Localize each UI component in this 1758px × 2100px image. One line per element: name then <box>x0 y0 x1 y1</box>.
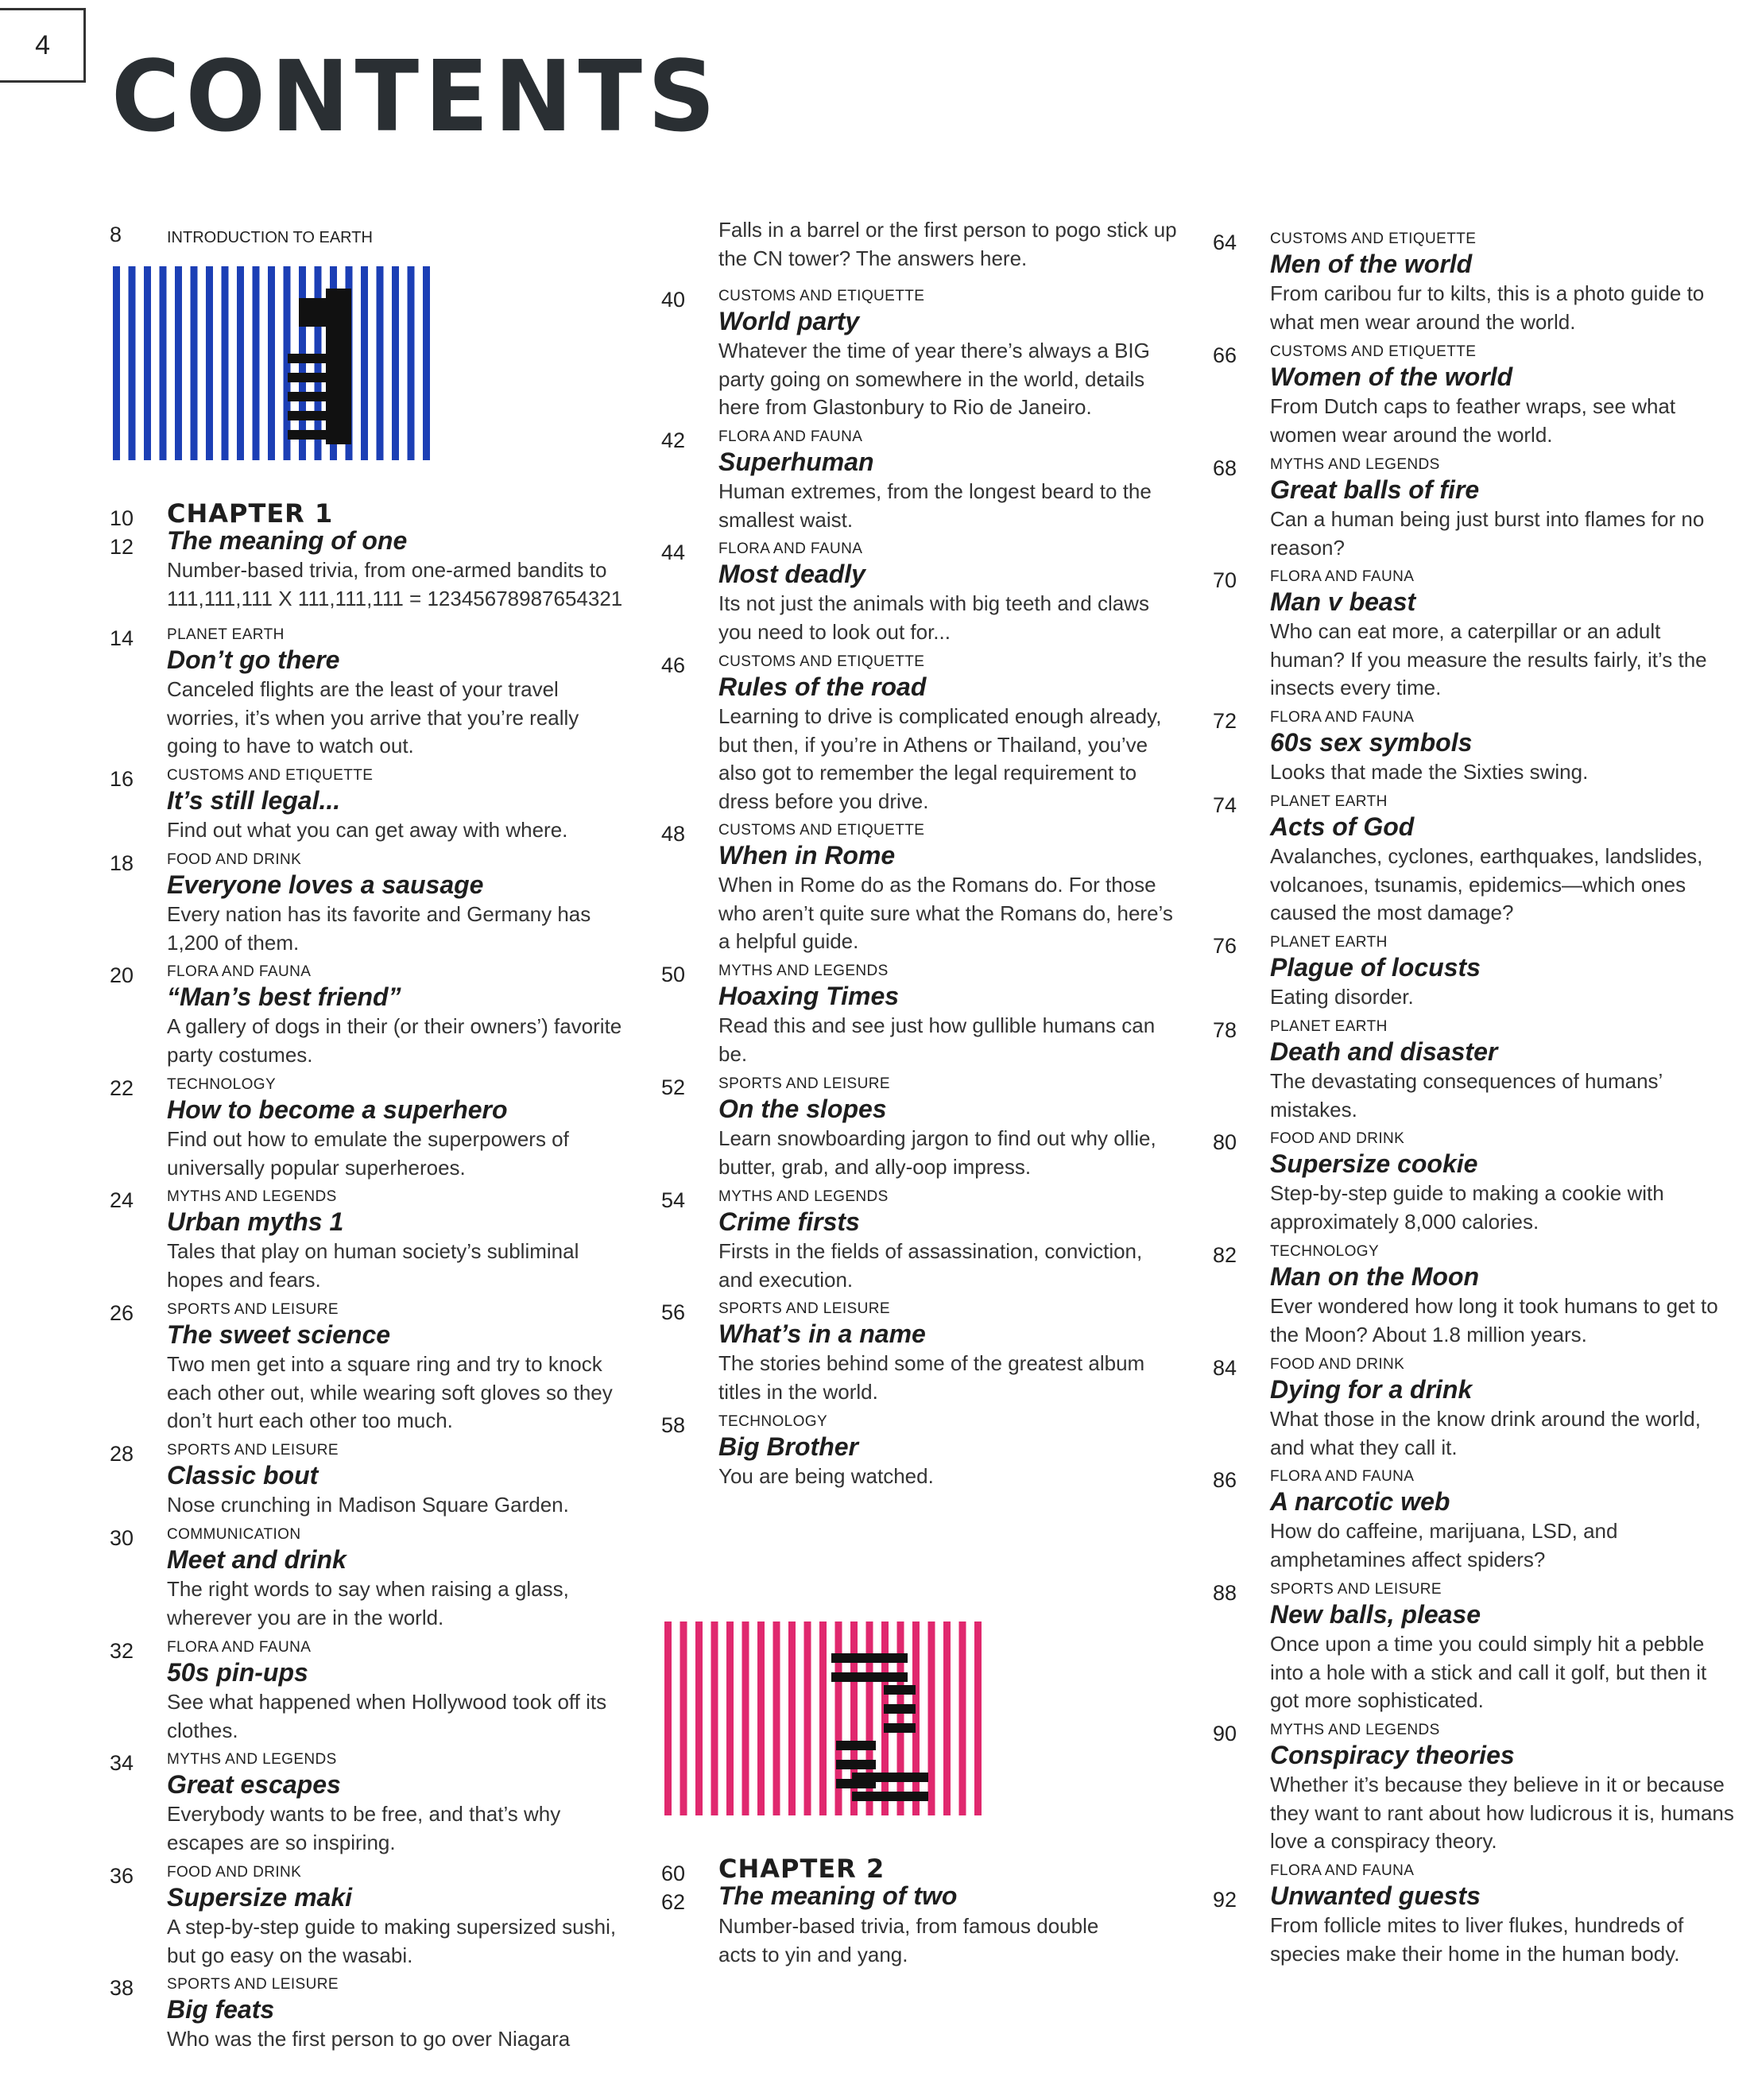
toc-page-number: 18 <box>110 851 134 875</box>
toc-title[interactable]: New balls, please <box>1270 1600 1481 1629</box>
stripe <box>897 1621 904 1815</box>
toc-page-number: 20 <box>110 963 134 987</box>
toc-page-number: 58 <box>661 1413 686 1437</box>
toc-description: A step-by-step guide to making supersized sushi, but go easy on the wasabi. <box>167 1915 617 1967</box>
toc-title[interactable]: Conspiracy theories <box>1270 1741 1515 1769</box>
page-number: 4 <box>35 29 50 60</box>
toc-page-number: 22 <box>110 1076 134 1100</box>
digit-bar <box>831 1672 908 1682</box>
digit-bar <box>884 1723 916 1733</box>
toc-category: FLORA AND FAUNA <box>167 963 312 980</box>
digit-bar <box>852 1792 928 1801</box>
chapter-1-graphic <box>110 266 440 460</box>
toc-description: Canceled flights are the least of your travel worries, it’s when you arrive that you’re really going to have to watch out. <box>167 677 579 757</box>
toc-title[interactable]: How to become a superhero <box>167 1095 508 1124</box>
toc-title[interactable]: When in Rome <box>718 841 896 870</box>
toc-category: TECHNOLOGY <box>1270 1243 1380 1260</box>
toc-page-number: 30 <box>110 1526 134 1550</box>
stripe <box>959 1621 966 1815</box>
toc-description: Whatever the time of year there’s always a BIG party going on somewhere in the world, details here from Glastonbury to Rio de Janeiro. <box>718 339 1150 419</box>
stripe <box>773 1621 780 1815</box>
toc-title[interactable]: Women of the world <box>1270 362 1513 391</box>
toc-page-number: 48 <box>661 822 686 846</box>
digit-bar <box>884 1685 916 1695</box>
toc-title[interactable]: Man on the Moon <box>1270 1262 1480 1291</box>
digit-bar <box>836 1760 876 1769</box>
toc-title[interactable]: Great escapes <box>167 1770 341 1799</box>
digit-bar <box>831 1653 908 1663</box>
toc-page-number: 24 <box>110 1188 134 1212</box>
toc-description: Once upon a time you could simply hit a pebble into a hole with a stick and call it golf, but then it got more sophisticated. <box>1270 1632 1707 1712</box>
stripe <box>664 1621 672 1815</box>
toc-description: Looks that made the Sixties swing. <box>1270 760 1589 784</box>
toc-description: How do caffeine, marijuana, LSD, and amphetamines affect spiders? <box>1270 1519 1618 1571</box>
toc-description: From caribou fur to kilts, this is a photo guide to what men wear around the world. <box>1270 281 1705 334</box>
toc-page-number: 82 <box>1213 1243 1237 1267</box>
chapter-2-intro-title[interactable]: The meaning of two <box>718 1881 958 1910</box>
toc-page-number: 72 <box>1213 709 1237 733</box>
toc-title[interactable]: Dying for a drink <box>1270 1375 1473 1404</box>
toc-title[interactable]: Rules of the road <box>718 672 927 701</box>
toc-page-number: 56 <box>661 1300 686 1324</box>
toc-description: From Dutch caps to feather wraps, see what women wear around the world. <box>1270 394 1676 447</box>
toc-category: MYTHS AND LEGENDS <box>167 1188 337 1205</box>
toc-description: Two men get into a square ring and try to knock each other out, while wearing soft gloves so they don’t hurt each other too much. <box>167 1352 613 1432</box>
stripe <box>237 266 244 460</box>
toc-description: The devastating consequences of humans’ mistakes. <box>1270 1069 1663 1122</box>
stripe <box>408 266 415 460</box>
toc-category: PLANET EARTH <box>167 626 285 643</box>
toc-category: FOOD AND DRINK <box>1270 1130 1405 1147</box>
toc-title[interactable]: “Man’s best friend” <box>167 982 401 1011</box>
toc-category: PLANET EARTH <box>1270 793 1388 810</box>
toc-title[interactable]: Supersize maki <box>167 1883 352 1912</box>
stripe <box>175 266 182 460</box>
stripe <box>726 1621 734 1815</box>
toc-description: Everybody wants to be free, and that’s why escapes are so inspiring. <box>167 1802 561 1854</box>
page-number-box <box>0 8 86 83</box>
stripe <box>392 266 399 460</box>
toc-page-number: 16 <box>110 767 134 791</box>
digit-bar <box>884 1704 916 1714</box>
toc-title[interactable]: Urban myths 1 <box>167 1207 344 1236</box>
continuation-text: Falls in a barrel or the first person to pogo stick up the CN tower? The answers here. <box>718 218 1177 270</box>
digit-bar <box>288 430 332 440</box>
toc-page-number: 42 <box>661 428 686 452</box>
toc-page-number: 66 <box>1213 343 1237 367</box>
toc-description: What those in the know drink around the world, and what they call it. <box>1270 1407 1701 1459</box>
toc-category: FOOD AND DRINK <box>167 851 302 868</box>
toc-page-number: 80 <box>1213 1130 1237 1154</box>
toc-category: PLANET EARTH <box>1270 934 1388 951</box>
toc-title[interactable]: Don’t go there <box>167 645 340 674</box>
toc-category: SPORTS AND LEISURE <box>167 1301 339 1318</box>
toc-description: Its not just the animals with big teeth and claws you need to look out for... <box>718 591 1149 644</box>
toc-category: FLORA AND FAUNA <box>1270 1468 1415 1485</box>
toc-description: Tales that play on human society’s subliminal hopes and fears. <box>167 1239 579 1292</box>
toc-title[interactable]: Great balls of fire <box>1270 475 1480 504</box>
toc-category: FLORA AND FAUNA <box>1270 709 1415 726</box>
toc-category: MYTHS AND LEGENDS <box>1270 456 1440 473</box>
toc-title[interactable]: Crime firsts <box>718 1207 860 1236</box>
toc-title[interactable]: Man v beast <box>1270 587 1416 616</box>
toc-category: MYTHS AND LEGENDS <box>718 963 889 979</box>
toc-category: PLANET EARTH <box>1270 1018 1388 1035</box>
toc-page-number: 64 <box>1213 231 1237 254</box>
stripe <box>804 1621 811 1815</box>
stripe <box>268 266 275 460</box>
toc-page-number: 26 <box>110 1301 134 1325</box>
toc-title[interactable]: On the slopes <box>718 1095 887 1123</box>
stripe <box>881 1621 889 1815</box>
toc-category: FLORA AND FAUNA <box>1270 568 1415 585</box>
toc-page-number: 68 <box>1213 456 1237 480</box>
toc-page-number: 70 <box>1213 568 1237 592</box>
toc-title[interactable]: Death and disaster <box>1270 1037 1498 1066</box>
toc-description: The stories behind some of the greatest album titles in the world. <box>718 1351 1145 1404</box>
chapter-2-intro-page-number: 62 <box>661 1890 686 1914</box>
stripe <box>377 266 384 460</box>
toc-category: SPORTS AND LEISURE <box>1270 1581 1442 1598</box>
toc-category: FLORA AND FAUNA <box>718 428 863 445</box>
toc-category: CUSTOMS AND ETIQUETTE <box>1270 343 1477 360</box>
toc-category: CUSTOMS AND ETIQUETTE <box>718 288 925 304</box>
digit-bar <box>288 373 332 382</box>
toc-page-number: 28 <box>110 1442 134 1466</box>
stripe <box>819 1621 827 1815</box>
toc-page-number: 76 <box>1213 934 1237 958</box>
toc-title[interactable]: A narcotic web <box>1270 1487 1450 1516</box>
toc-category: TECHNOLOGY <box>167 1076 277 1093</box>
stripe <box>695 1621 703 1815</box>
stripe <box>788 1621 796 1815</box>
stripe <box>113 266 120 460</box>
toc-page-number: 14 <box>110 626 134 650</box>
toc-title[interactable]: Everyone loves a sausage <box>167 870 484 899</box>
toc-page-number: 92 <box>1213 1888 1237 1912</box>
toc-category: CUSTOMS AND ETIQUETTE <box>167 767 374 784</box>
toc-page-number: 54 <box>661 1188 686 1212</box>
stripe <box>912 1621 920 1815</box>
toc-description: A gallery of dogs in their (or their owners’) favorite party costumes. <box>167 1014 622 1067</box>
digit-bar <box>288 354 332 363</box>
toc-description: Who was the first person to go over Niagara <box>167 2027 571 2051</box>
toc-category: CUSTOMS AND ETIQUETTE <box>718 653 925 670</box>
toc-title[interactable]: Supersize cookie <box>1270 1149 1478 1178</box>
toc-title[interactable]: 50s pin-ups <box>167 1658 308 1687</box>
digit-bar <box>852 1773 928 1782</box>
toc-title[interactable]: Superhuman <box>718 448 874 476</box>
toc-page-number: 84 <box>1213 1356 1237 1380</box>
toc-title[interactable]: Most deadly <box>718 560 865 588</box>
toc-title[interactable]: Classic bout <box>167 1461 319 1490</box>
stripe <box>423 266 430 460</box>
toc-page-number: 90 <box>1213 1722 1237 1745</box>
toc-page-number: 32 <box>110 1639 134 1663</box>
stripe <box>943 1621 951 1815</box>
intro-page-number: 8 <box>110 223 122 246</box>
stripe <box>711 1621 718 1815</box>
stripe <box>206 266 213 460</box>
toc-category: SPORTS AND LEISURE <box>167 1976 339 1993</box>
toc-category: CUSTOMS AND ETIQUETTE <box>1270 231 1477 247</box>
toc-title[interactable]: It’s still legal... <box>167 786 341 815</box>
toc-page-number: 46 <box>661 653 686 677</box>
toc-category: FLORA AND FAUNA <box>718 540 863 557</box>
toc-title[interactable]: World party <box>718 307 860 335</box>
toc-title[interactable]: The sweet science <box>167 1320 391 1349</box>
chapter-1-intro-title[interactable]: The meaning of one <box>167 526 408 555</box>
stripe <box>144 266 151 460</box>
toc-description: Learning to drive is complicated enough already, but then, if you’re in Athens or Thailand, you’ve also got to remember the legal requirement to dress before you drive. <box>718 704 1162 813</box>
toc-description: Avalanches, cyclones, earthquakes, landslides, volcanoes, tsunamis, epidemics—which ones caused the most damage? <box>1270 844 1703 924</box>
toc-title[interactable]: Hoaxing Times <box>718 982 900 1010</box>
chapter-2-label[interactable]: CHAPTER 2 <box>718 1854 885 1884</box>
toc-category: TECHNOLOGY <box>718 1413 828 1430</box>
toc-description: Learn snowboarding jargon to find out why ollie, butter, grab, and ally-oop impress. <box>718 1126 1156 1179</box>
stripe <box>974 1621 982 1815</box>
toc-description: Step-by-step guide to making a cookie with approximately 8,000 calories. <box>1270 1181 1664 1234</box>
toc-title[interactable]: What’s in a name <box>718 1319 926 1348</box>
stripe <box>129 266 136 460</box>
toc-description: You are being watched. <box>718 1464 934 1488</box>
toc-description: From follicle mites to liver flukes, hundreds of species make their home in the human body. <box>1270 1913 1684 1966</box>
toc-description: When in Rome do as the Romans do. For those who aren’t quite sure what the Romans do, here’s a helpful guide. <box>718 873 1173 953</box>
page-title: CONTENTS <box>111 39 721 154</box>
toc-page-number: 36 <box>110 1864 134 1888</box>
stripe <box>680 1621 687 1815</box>
toc-description: Firsts in the fields of assassination, conviction, and execution. <box>718 1239 1143 1292</box>
toc-page-number: 38 <box>110 1976 134 2000</box>
toc-description: Find out how to emulate the superpowers of universally popular superheroes. <box>167 1127 569 1180</box>
toc-page-number: 44 <box>661 540 686 564</box>
toc-page-number: 40 <box>661 288 686 312</box>
chapter-2-graphic <box>661 1621 992 1815</box>
stripe <box>222 266 229 460</box>
toc-description: Can a human being just burst into flames for no reason? <box>1270 507 1705 560</box>
toc-description: Whether it’s because they believe in it or because they want to rant about how ludicrous it is, humans love a conspiracy theory. <box>1270 1773 1734 1853</box>
toc-description: Who can eat more, a caterpillar or an adult human? If you measure the results fairly, it’s the insects every time. <box>1270 619 1707 699</box>
toc-description: Eating disorder. <box>1270 985 1414 1009</box>
toc-description: Ever wondered how long it took humans to get to the Moon? About 1.8 million years. <box>1270 1294 1718 1346</box>
toc-description: See what happened when Hollywood took off its clothes. <box>167 1690 607 1742</box>
toc-title[interactable]: Big Brother <box>718 1432 858 1461</box>
chapter-1-intro-desc: Number-based trivia, from one-armed bandits to 111,111,111 X 111,111,111 = 12345678987654321 <box>167 558 623 610</box>
toc-category: MYTHS AND LEGENDS <box>1270 1722 1440 1738</box>
toc-page-number: 34 <box>110 1751 134 1775</box>
chapter-2-page-number: 60 <box>661 1862 686 1885</box>
digit-bar <box>288 392 332 401</box>
toc-category: MYTHS AND LEGENDS <box>167 1751 337 1768</box>
chapter-1-intro-page-number: 12 <box>110 535 134 559</box>
toc-page-number: 78 <box>1213 1018 1237 1042</box>
toc-title[interactable]: Big feats <box>167 1995 275 2024</box>
intro-link[interactable]: INTRODUCTION TO EARTH <box>167 229 373 246</box>
toc-title[interactable]: Men of the world <box>1270 250 1473 278</box>
toc-description: Nose crunching in Madison Square Garden. <box>167 1493 569 1517</box>
stripe <box>160 266 167 460</box>
toc-description: Human extremes, from the longest beard to the smallest waist. <box>718 479 1152 532</box>
chapter-1-stripes <box>113 266 430 460</box>
chapter-1-page-number: 10 <box>110 506 134 530</box>
toc-category: COMMUNICATION <box>167 1526 301 1543</box>
toc-description: The right words to say when raising a glass, wherever you are in the world. <box>167 1577 569 1629</box>
toc-category: FLORA AND FAUNA <box>1270 1862 1415 1879</box>
chapter-1-label[interactable]: CHAPTER 1 <box>167 498 334 529</box>
toc-category: FOOD AND DRINK <box>1270 1356 1405 1373</box>
toc-page-number: 50 <box>661 963 686 986</box>
toc-title[interactable]: Plague of locusts <box>1270 953 1481 982</box>
toc-category: FLORA AND FAUNA <box>167 1639 312 1656</box>
toc-category: MYTHS AND LEGENDS <box>718 1188 889 1205</box>
toc-title[interactable]: 60s sex symbols <box>1270 728 1473 757</box>
toc-category: CUSTOMS AND ETIQUETTE <box>718 822 925 839</box>
stripe <box>742 1621 749 1815</box>
toc-category: FOOD AND DRINK <box>167 1864 302 1881</box>
stripe <box>928 1621 935 1815</box>
stripe <box>361 266 368 460</box>
toc-description: Every nation has its favorite and Germany has 1,200 of them. <box>167 902 591 955</box>
toc-category: SPORTS AND LEISURE <box>718 1300 890 1317</box>
toc-page-number: 52 <box>661 1075 686 1099</box>
toc-title[interactable]: Meet and drink <box>167 1545 347 1574</box>
chapter-2-intro-desc: Number-based trivia, from famous double acts to yin and yang. <box>718 1914 1099 1966</box>
toc-title[interactable]: Unwanted guests <box>1270 1881 1481 1910</box>
toc-description: Find out what you can get away with where. <box>167 818 568 842</box>
digit-bar <box>288 411 332 420</box>
toc-category: SPORTS AND LEISURE <box>167 1442 339 1459</box>
stripe <box>757 1621 765 1815</box>
toc-page-number: 74 <box>1213 793 1237 817</box>
toc-category: SPORTS AND LEISURE <box>718 1075 890 1092</box>
toc-page-number: 88 <box>1213 1581 1237 1605</box>
stripe <box>191 266 198 460</box>
toc-description: Read this and see just how gullible humans can be. <box>718 1013 1156 1066</box>
digit-bar <box>836 1741 876 1750</box>
toc-title[interactable]: Acts of God <box>1270 812 1415 841</box>
toc-page-number: 86 <box>1213 1468 1237 1492</box>
stripe <box>253 266 260 460</box>
chapter-2-stripes <box>664 1621 982 1815</box>
